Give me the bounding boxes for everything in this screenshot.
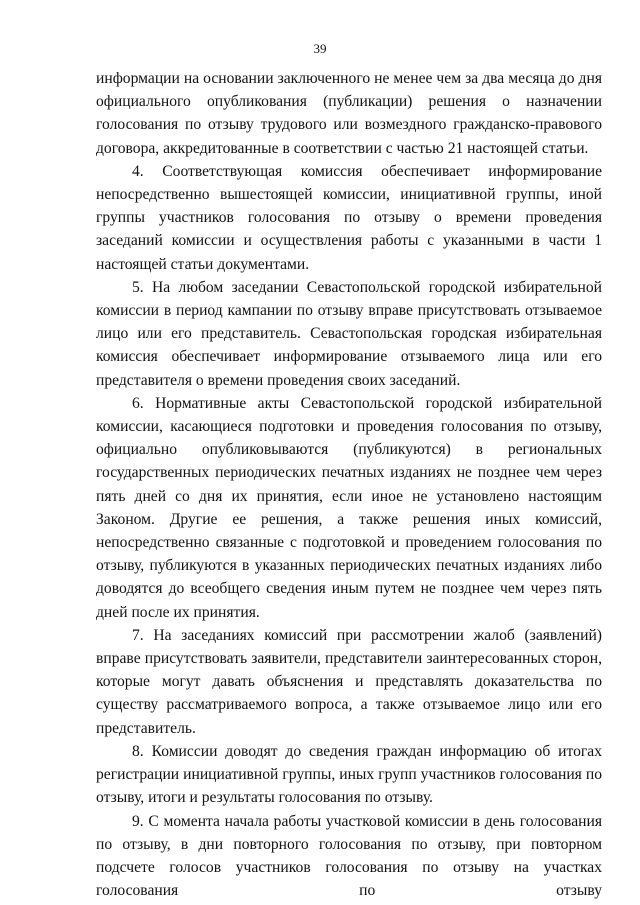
paragraph-9: 9. С момента начала работы участковой комиссии в день голосования по отзыву, в дни повторного голосования по отзыву, при повторном подсчете голосов участников голосования по отзыву на участках голосования по отзыву — [96, 812, 602, 900]
paragraph-4: 4. Соответствующая комиссия обеспечивает информирование непосредственно вышестоящей комиссии, инициативной группы, иной группы участников голосования по отзыву о времени проведения заседаний комиссии и осуществления работы с указанными в части 1 настоящей статьи документами. — [96, 162, 602, 273]
paragraph-6: 6. Нормативные акты Севастопольской городской избирательной комиссии, касающиеся подготовки и проведения голосования по отзыву, официально опубликовываются (публикуются) в региональных государственных периодических печатных изданиях не позднее чем через пять дней со дня их принятия, если иное не установлено настоящим Законом. Другие ее решения, а также решения иных комиссий, непосредственно связанные с подготовкой и проведением голосования по отзыву, публикуются в указанных периодических печатных изданиях либо доводятся до всеобщего сведения иным путем не позднее чем через пять дней после их принятия. — [96, 394, 602, 621]
paragraph-continuation: информации на основании заключенного не менее чем за два месяца до дня официального опубликования (публикации) решения о назначении голосования по отзыву трудового или возмездного гражданско-правового договора, аккредитованные в соответствии с частью 21 настоящей статьи. — [96, 70, 602, 157]
paragraph-7: 7. На заседаниях комиссий при рассмотрении жалоб (заявлений) вправе присутствовать заявители, представители заинтересованных сторон, которые могут давать объяснения и представлять доказательства по существу рассматриваемого вопроса, а также отзываемое лицо или его представитель. — [96, 626, 602, 737]
paragraph-5: 5. На любом заседании Севастопольской городской избирательной комиссии в период кампании по отзыву вправе присутствовать отзываемое лицо или его представитель. Севастопольская городская избирательная комиссия обеспечивает информирование отзываемого лица или его представителя о времени проведения своих заседаний. — [96, 278, 602, 389]
document-body — [96, 67, 602, 902]
paragraph-8: 8. Комиссии доводят до сведения граждан информацию об итогах регистрации инициативной группы, иных групп участников голосования по отзыву, итоги и результаты голосования по отзыву. — [96, 742, 602, 807]
page-number: 39 — [313, 41, 327, 56]
